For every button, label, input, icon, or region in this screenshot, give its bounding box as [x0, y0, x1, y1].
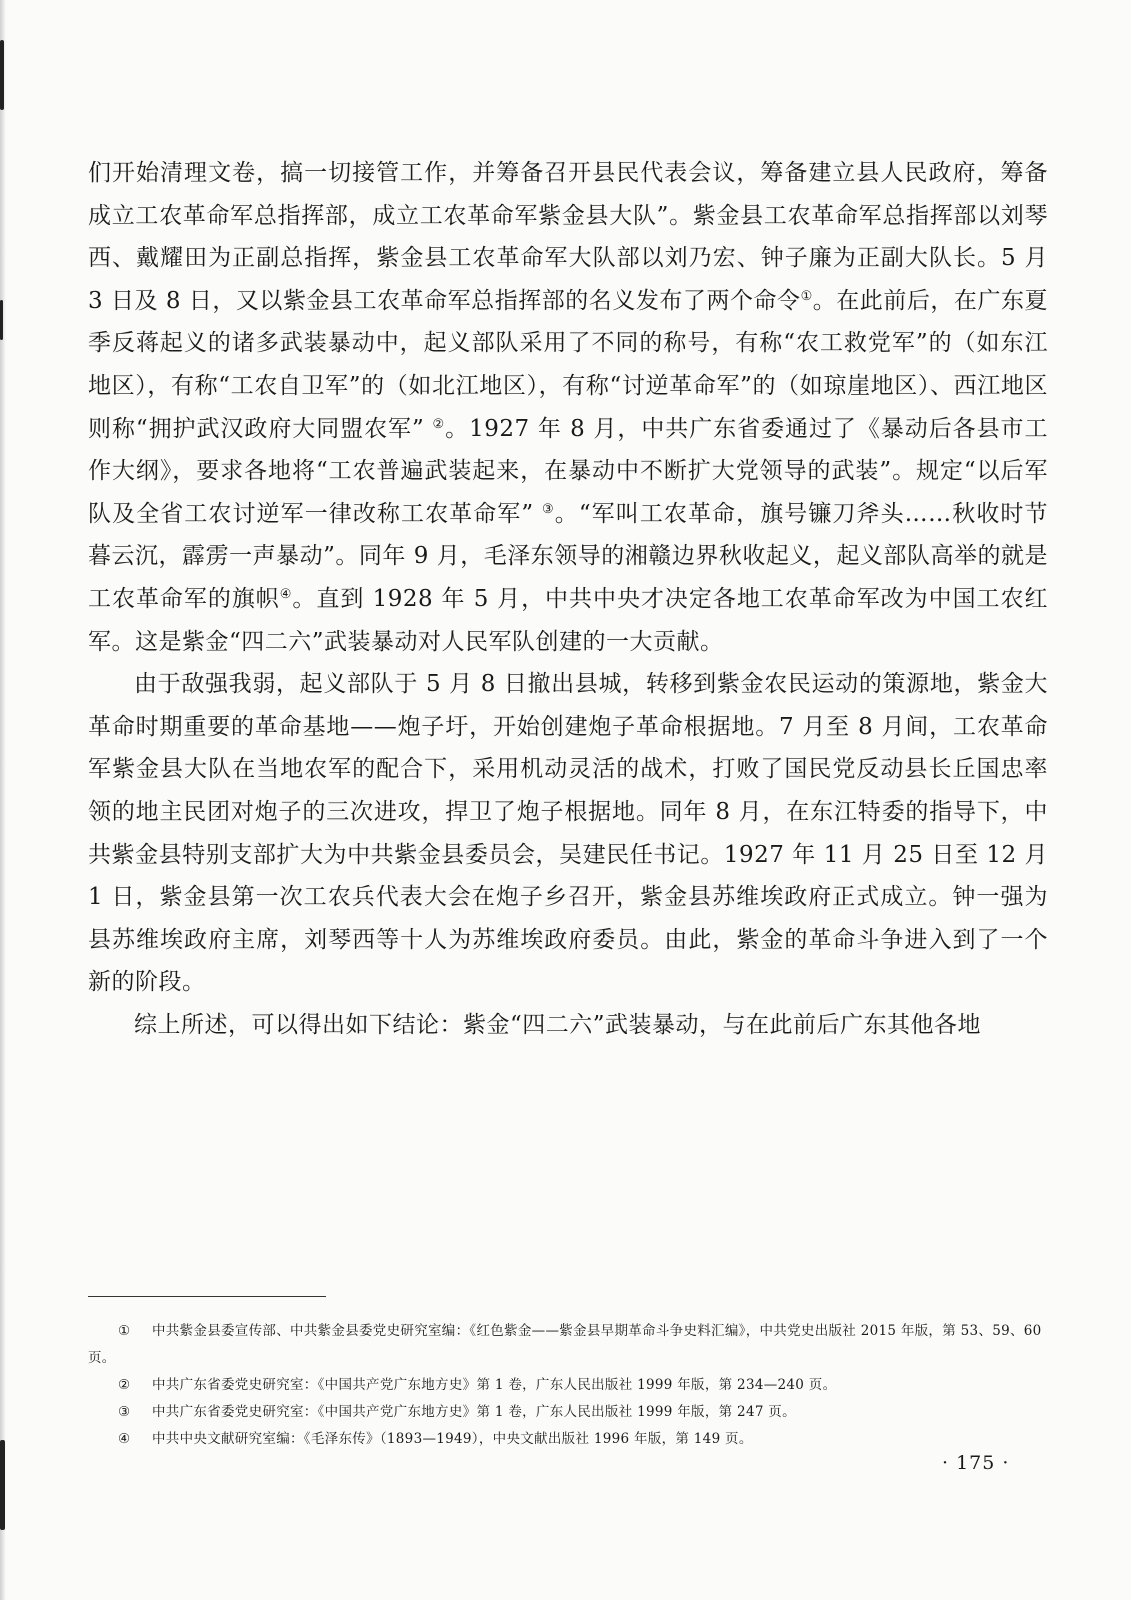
footnote-4: [88, 1426, 1048, 1453]
text-segment: 。“军叫工农革命，旗号镰刀斧头……秋收时节暮云沉，霹雳一声暴动”。同年 9 月，毛泽东领导的湘赣边界秋收起义，起义部队高举的就是工农革命军的旗帜: [88, 500, 1048, 612]
scan-edge-mark: [0, 1440, 5, 1530]
footnote-mark: ③: [118, 1404, 131, 1420]
footnote-mark: ②: [118, 1377, 131, 1393]
footnotes: [88, 1318, 1048, 1453]
text-segment: 综上所述，可以得出如下结论：紫金“四二六”武装暴动，与在此前后广东其他各地: [134, 1011, 982, 1038]
paragraph-3: [88, 1004, 1048, 1047]
page-number: · 175 ·: [942, 1452, 1010, 1474]
footnote-text: 中共中央文献研究室编：《毛泽东传》（1893—1949），中央文献出版社 1996 年版，第 149 页。: [152, 1431, 753, 1447]
footnote-ref-2[interactable]: ②: [432, 416, 446, 432]
text-segment: 们开始清理文卷，搞一切接管工作，并筹备召开县民代表会议，筹备建立县人民政府，筹备成立工农革命军总指挥部，成立工农革命军紫金县大队”。紫金县工农革命军总指挥部以刘琴西、戴耀田为正副总指挥，紫金县工农革命军大队部以刘乃宏、钟子廉为正副大队长。5 月 3 日及 8 日，又以紫金县工农革命军总指挥部的名义发布了两个命令: [88, 160, 1048, 314]
text-segment: 。1927 年 8 月，中共广东省委通过了《暴动后各县市工作大纲》，要求各地将“工农普遍武装起来，在暴动中不断扩大党领导的武装”。规定“以后军队及全省工农讨逆军一律改称工农革命军”: [88, 415, 1049, 527]
footnote-ref-1[interactable]: ①: [800, 288, 813, 304]
footnote-2: [88, 1372, 1048, 1399]
footnote-3: [88, 1399, 1048, 1426]
scan-edge: [0, 0, 6, 1600]
footnote-text: 中共广东省委党史研究室：《中国共产党广东地方史》第 1 卷，广东人民出版社 1999 年版，第 234—240 页。: [152, 1377, 837, 1393]
text-segment: 由于敌强我弱，起义部队于 5 月 8 日撤出县城，转移到紫金农民运动的策源地，紫金大革命时期重要的革命基地——炮子圩，开始创建炮子革命根据地。7 月至 8 月间，工农革命军紫金县大队在当地农军的配合下，采用机动灵活的战术，打败了国民党反动县长丘国忠率领的地主民团对炮子的三次进攻，捍卫了炮子根据地。同年 8 月，在东江特委的指导下，中共紫金县特别支部扩大为中共紫金县委员会，吴建民任书记。1927 年 11 月 25 日至 12 月 1 日，紫金县第一次工农兵代表大会在炮子乡召开，紫金县苏维埃政府正式成立。钟一强为县苏维埃政府主席，刘琴西等十人为苏维埃政府委员。由此，紫金的革命斗争进入到了一个新的阶段。: [88, 671, 1048, 996]
footnote-ref-3[interactable]: ③: [542, 501, 555, 517]
footnote-mark: ①: [118, 1323, 131, 1339]
footnote-divider: [88, 1296, 326, 1297]
paragraph-2: [88, 663, 1048, 1004]
scan-edge-mark: [0, 300, 3, 340]
text-segment: 。直到 1928 年 5 月，中共中央才决定各地工农革命军改为中国工农红军。这是紫金“四二六”武装暴动对人民军队创建的一大贡献。: [88, 585, 1049, 655]
body-text: [88, 152, 1048, 1046]
footnote-text: 中共紫金县委宣传部、中共紫金县委党史研究室编：《红色紫金——紫金县早期革命斗争史料汇编》，中共党史出版社 2015 年版，第 53、59、60 页。: [88, 1323, 1042, 1366]
scan-edge-mark: [0, 40, 4, 110]
text-segment: 。在此前后，在广东夏季反蒋起义的诸多武装暴动中，起义部队采用了不同的称号，有称“农工救党军”的（如东江地区），有称“工农自卫军”的（如北江地区），有称“讨逆革命军”的（如琼崖地区）、西江地区则称“拥护武汉政府大同盟农军”: [88, 287, 1049, 442]
paragraph-1: [88, 152, 1048, 663]
footnote-ref-4[interactable]: ④: [279, 586, 293, 602]
footnote-mark: ④: [118, 1431, 131, 1447]
footnote-text: 中共广东省委党史研究室：《中国共产党广东地方史》第 1 卷，广东人民出版社 1999 年版，第 247 页。: [152, 1404, 796, 1420]
footnote-1: [88, 1318, 1048, 1372]
